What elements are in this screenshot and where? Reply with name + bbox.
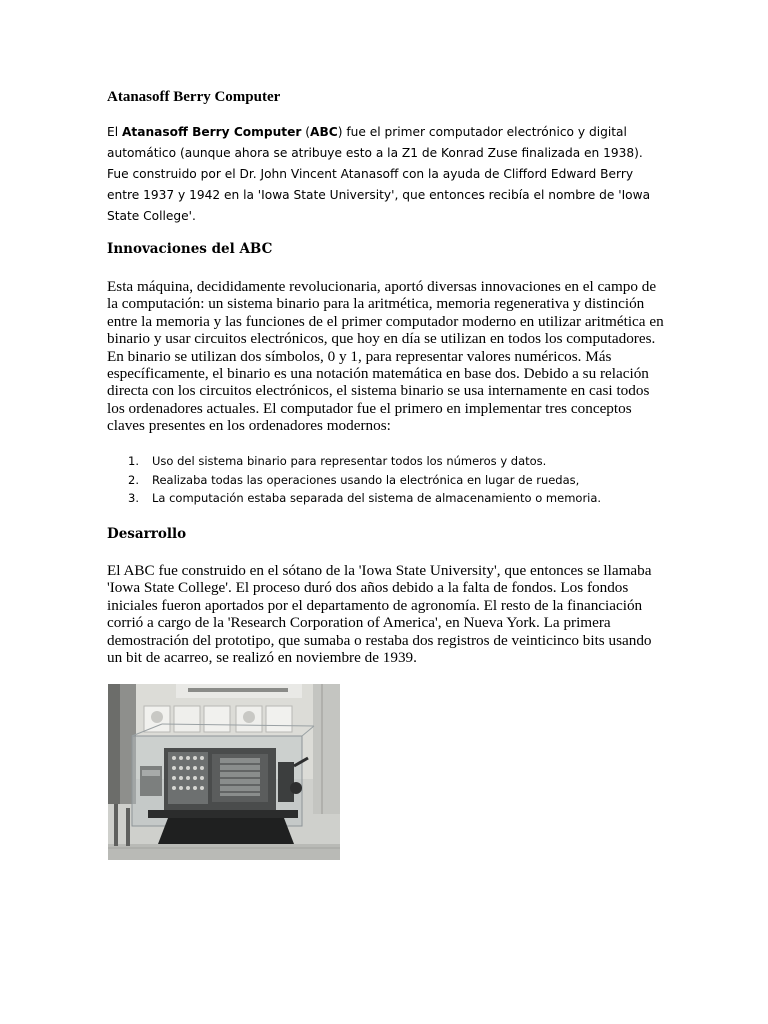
abc-computer-illustration (108, 684, 340, 860)
abc-computer-photo (108, 684, 340, 860)
list-item (107, 471, 707, 490)
intro-paragraph (107, 122, 667, 227)
intro-bold-name: Atanasoff Berry Computer (121, 125, 302, 139)
desarrollo-paragraph: El ABC fue construido en el sótano de la 'Iowa State University', que entonces se llamaba 'Iowa State College'. El proceso duró dos años debido a la falta de fondos. Los fondos iniciales fueron aportados por el departamento de agronomía. El resto de la financiación corrió a cargo de la 'Research Corporation of America', en Nueva York. La primera demostración del prototipo, que sumaba o restaba dos registros de veinticinco bits usando un bit de acarreo, se realizó en noviembre de 1939. (107, 562, 652, 667)
innovaciones-paragraph: Esta máquina, decididamente revolucionaria, aportó diversas innovaciones en el campo de la computación: un sistema binario para la aritmética, memoria regenerativa y distinción entre la memoria y las funciones de el primer computador moderno en utilizar aritmética en binario y usar circuitos electrónicos, que hoy en día se utilizan en todos los computadores. En binario se utilizan dos símbolos, 0 y 1, para representar valores numéricos. Más específicamente, el binario es una notación matemática en base dos. Debido a su relación directa con los circuitos electrónicos, el sistema binario se usa internamente en casi todos los ordenadores actuales. El computador fue el primero en implementar tres conceptos claves presentes en los ordenadores modernos: (107, 278, 664, 435)
list-item-number: 2. (128, 472, 139, 487)
heading-desarrollo: Desarrollo (107, 526, 187, 542)
list-item-number: 1. (128, 454, 139, 468)
intro-prefix: El (107, 125, 122, 139)
list-item (107, 452, 707, 471)
list-item (107, 489, 707, 508)
heading-innovaciones: Innovaciones del ABC (107, 241, 273, 257)
innovaciones-list (107, 452, 707, 508)
list-item-text: Realizaba todas las operaciones usando la electrónica en lugar de ruedas, (152, 472, 580, 487)
list-item-text: La computación estaba separada del sistema de almacenamiento o memoria. (152, 491, 602, 505)
intro-bold-abbr: ABC (310, 125, 338, 139)
intro-rest: ) fue el primer computador electrónico y digital automático (aunque ahora se atribuye esto a la Z1 de Konrad Zuse finalizada en 1938). Fue construido por el Dr. John Vincent Atanasoff con la ayuda de Clifford Edward Berry entre 1937 y 1942 en la 'Iowa State University', que entonces recibía el nombre de 'Iowa State College'. (107, 125, 651, 223)
intro-open-paren: ( (301, 125, 311, 139)
list-item-text: Uso del sistema binario para representar todos los números y datos. (152, 454, 547, 468)
list-item-number: 3. (128, 491, 139, 505)
document-title: Atanasoff Berry Computer (107, 89, 281, 105)
